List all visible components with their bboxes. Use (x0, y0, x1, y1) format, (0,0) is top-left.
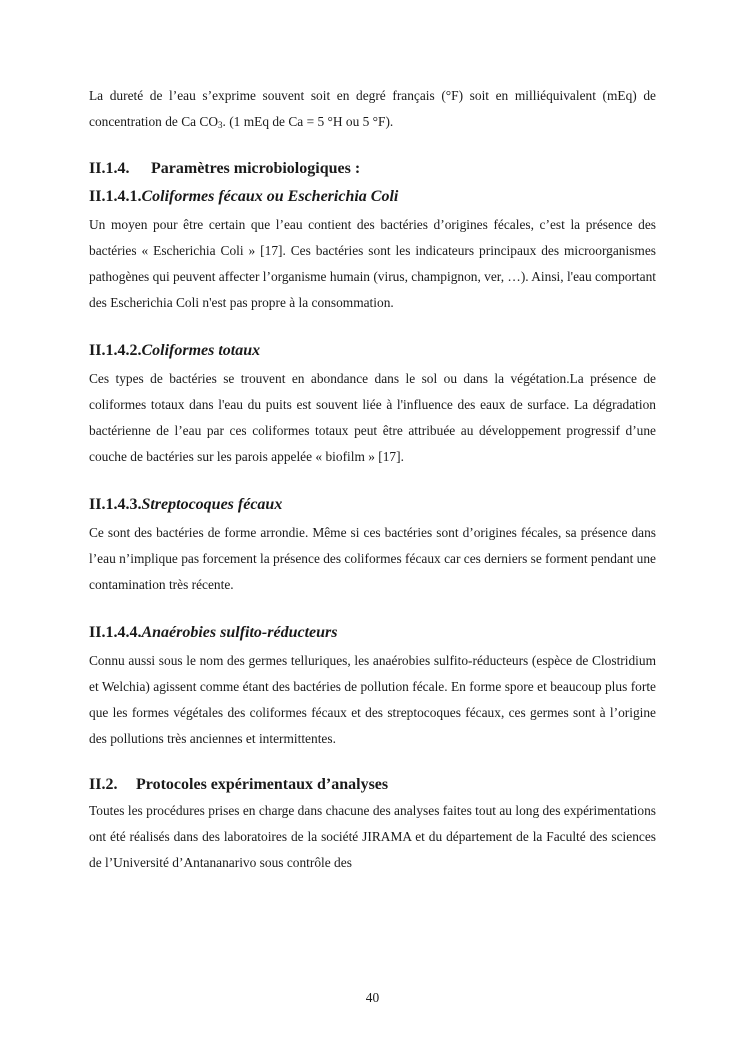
heading-protocoles (89, 772, 656, 798)
paragraph-escherichia-coli: Un moyen pour être certain que l’eau contient des bactéries d’origines fécales, c’est la présence des bactéries « Escherichia Coli » [17]. Ces bactéries sont les indicateurs principaux des microorganismes pathogènes qui peuvent affecter l’organisme humain (virus, champignon, ver, …). Ainsi, l'eau comportant des Escherichia Coli n'est pas propre à la consommation. (89, 217, 656, 310)
heading-number: II.1.4. (89, 160, 130, 177)
subscript-3: 3 (218, 120, 223, 130)
heading-coliformes-totaux (89, 336, 656, 366)
heading-title: Streptocoques fécaux (141, 496, 283, 513)
heading-escherichia-coli (89, 182, 656, 212)
paragraph-protocoles: Toutes les procédures prises en charge dans chacune des analyses faites tout au long des expérimentations ont été réalisés dans des laboratoires de la société JIRAMA et du département de la Faculté des sciences de l’Université d’Antananarivo sous contrôle des (89, 803, 656, 870)
heading-number: II.1.4.4. (89, 624, 142, 641)
heading-anaerobies (89, 618, 656, 648)
page-number: 40 (365, 990, 380, 1005)
paragraph-anaerobies: Connu aussi sous le nom des germes telluriques, les anaérobies sulfito-réducteurs (espèce de Clostridium et Welchia) agissent comme étant des bactéries de pollution fécale. En forme spore et beaucoup plus forte que les formes végétales des coliformes fécaux et des streptocoques fécaux, ces germes sont à l’origine des pollutions très anciennes et intermittentes. (89, 653, 656, 746)
paragraph-streptocoques: Ce sont des bactéries de forme arrondie. Même si ces bactéries sont d’origines fécales, sa présence dans l’eau n’implique pas forcement la présence des coliformes fécaux car ces derniers se forment pendant une contamination très récente. (89, 525, 656, 592)
heading-microbiological-parameters (89, 156, 656, 182)
heading-number: II.1.4.3. (89, 496, 142, 513)
heading-title: Coliformes fécaux ou Escherichia Coli (141, 188, 399, 205)
heading-number: II.1.4.1. (89, 188, 142, 205)
intro-paragraph (89, 83, 656, 138)
heading-title: Paramètres microbiologiques : (151, 160, 361, 177)
heading-title: Protocoles expérimentaux d’analyses (136, 776, 389, 793)
heading-number: II.1.4.2. (89, 342, 142, 359)
paragraph-coliformes-totaux: Ces types de bactéries se trouvent en abondance dans le sol ou dans la végétation.La présence de coliformes totaux dans l'eau du puits est souvent liée à l'influence des eaux de surface. La dégradation bactérienne de l’eau par ces coliformes totaux peut être attribuée au développement progressif d’une couche de bactéries sur les parois appelée « biofilm » [17]. (89, 371, 656, 464)
page-content (89, 83, 656, 876)
heading-number: II.2. (89, 776, 118, 793)
intro-text-end: . (1 mEq de Ca = 5 °H ou 5 °F). (222, 114, 394, 129)
heading-title: Coliformes totaux (141, 342, 261, 359)
intro-text: La dureté de l’eau s’exprime souvent soit en degré français (°F) soit en milliéquivalent (mEq) de concentration de Ca CO (89, 88, 656, 129)
heading-streptocoques (89, 490, 656, 520)
heading-title: Anaérobies sulfito-réducteurs (141, 624, 338, 641)
